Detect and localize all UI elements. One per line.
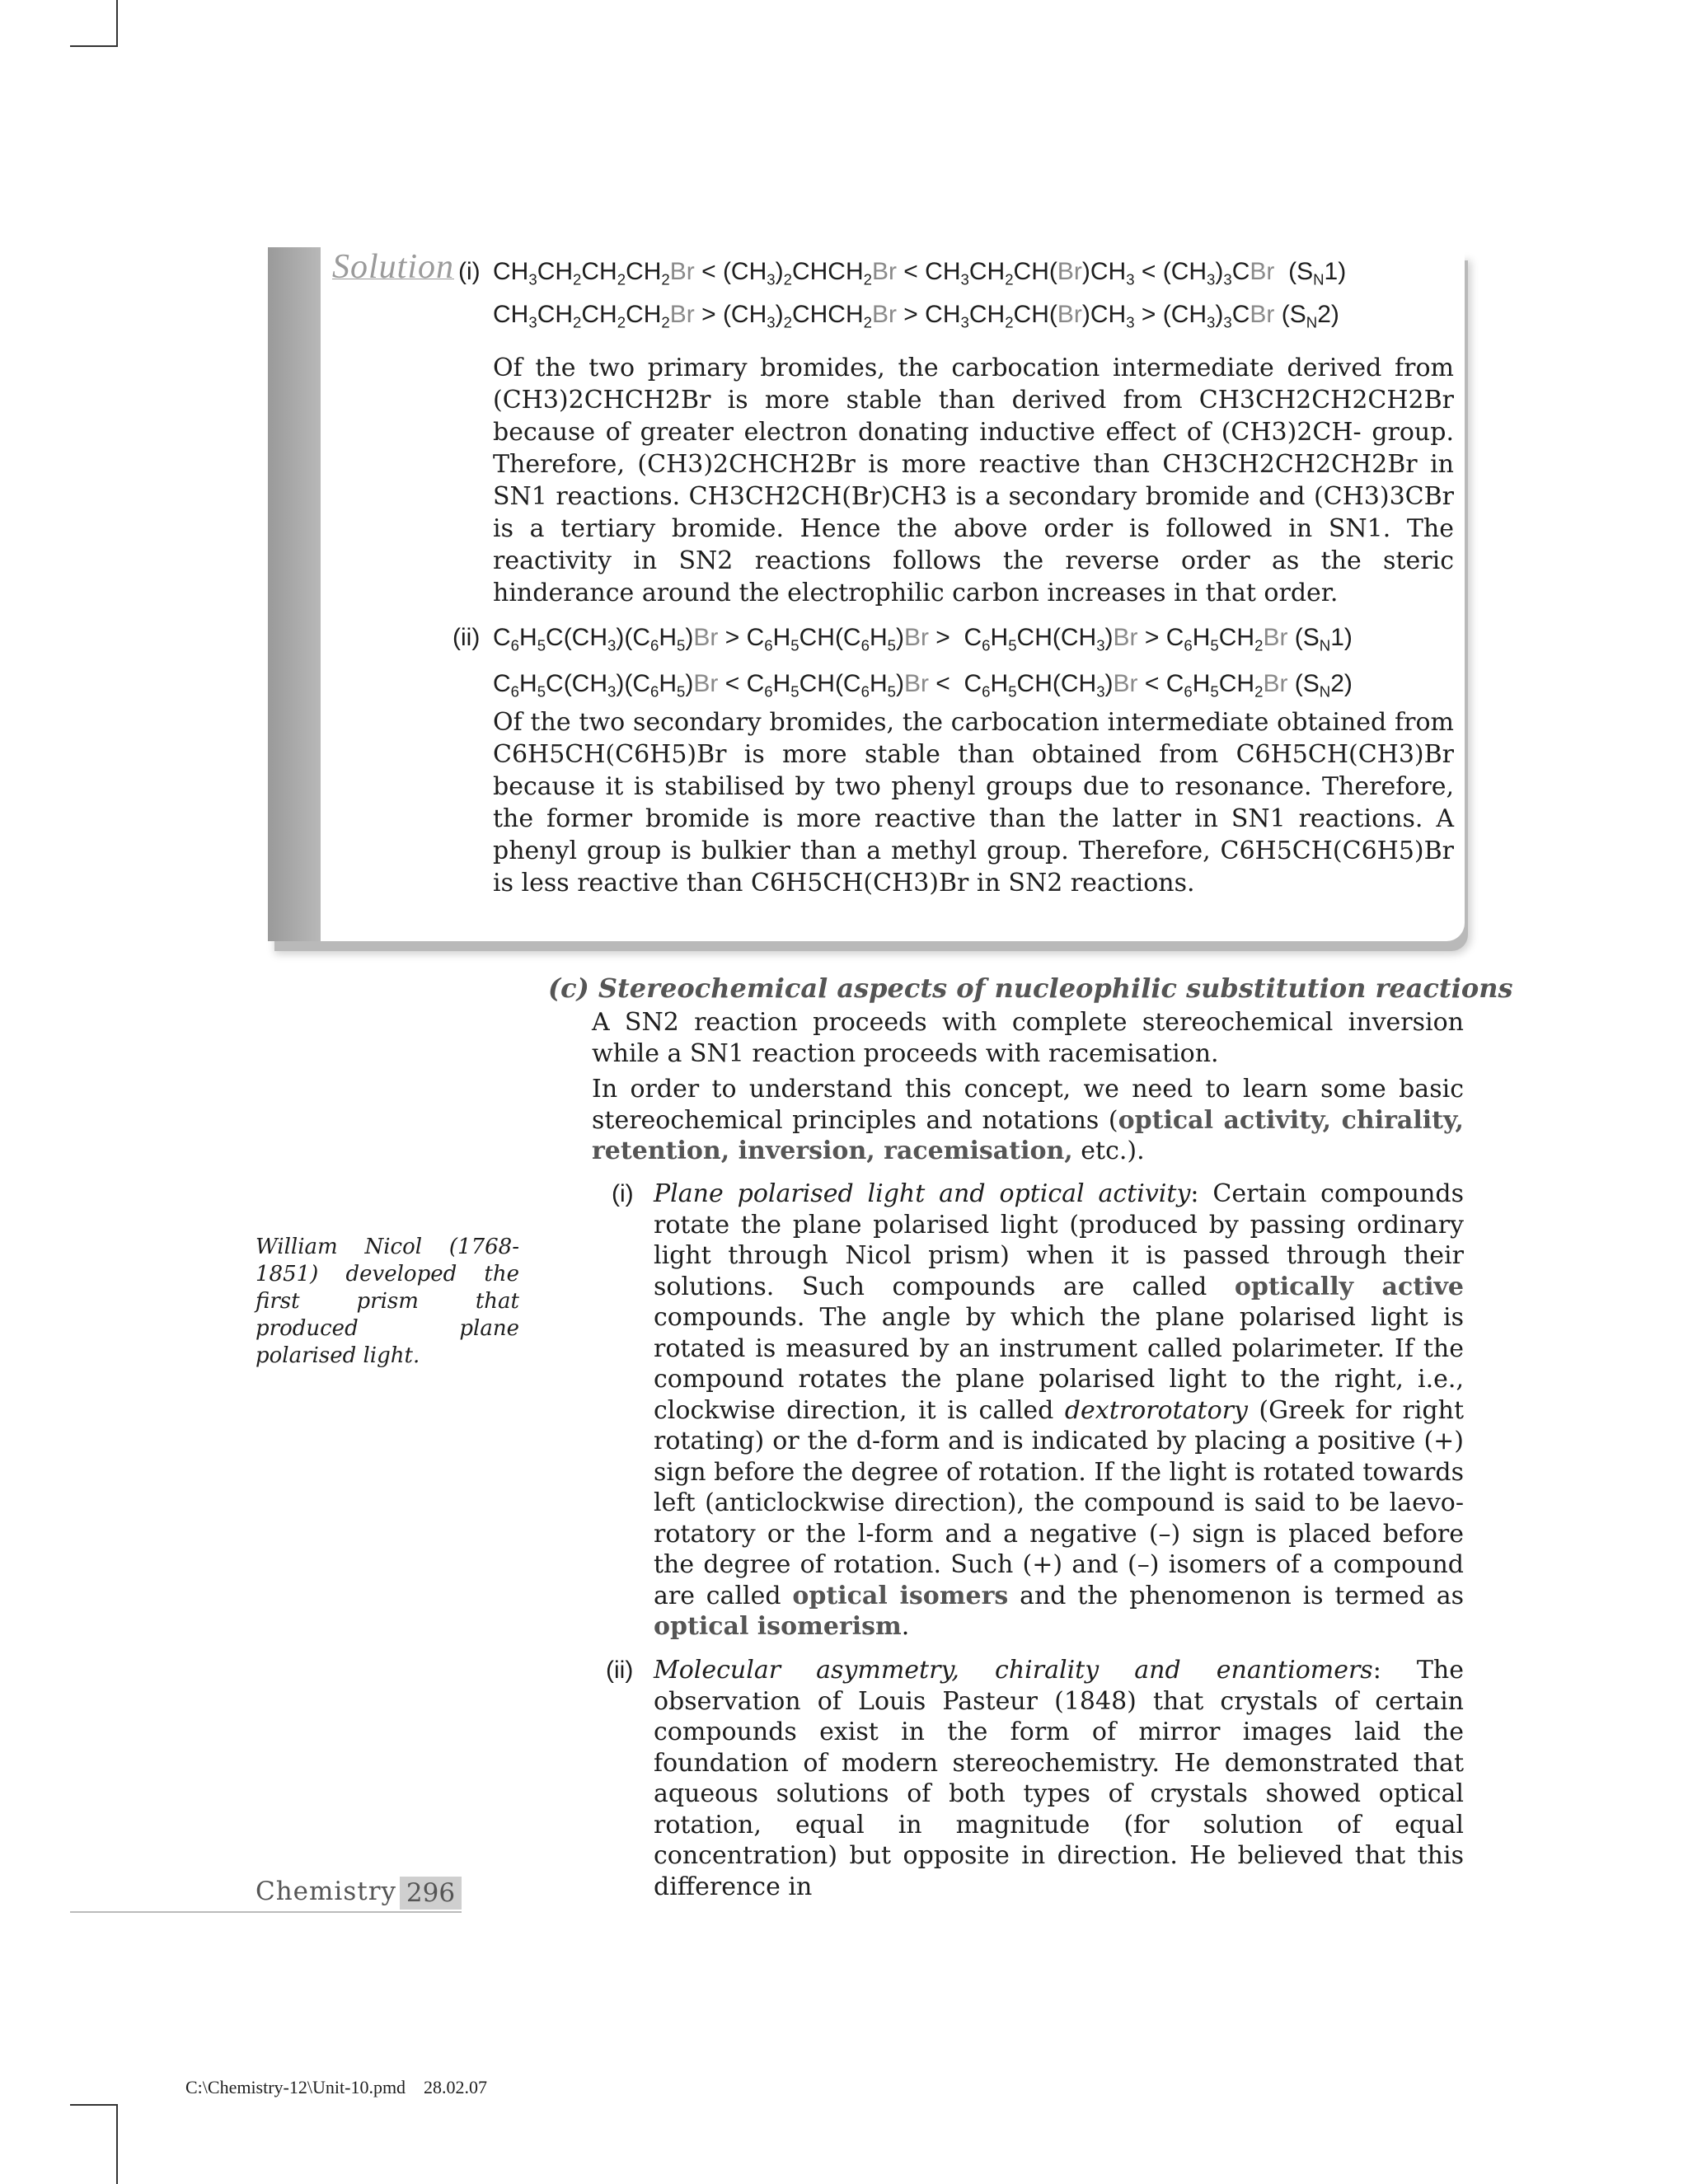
equation-sn1-part-ii: $C_6H_5C(CH_3)(C_6H_5)Br > C_6H_5CH(C_6H_5)Br > C_6H_5CH(CH_3)Br > C_6H_5CH_2Br$ $(S_N1)$ [493,624,1353,654]
part-i-explanation: Of the two primary bromides, the carbocation intermediate derived from (CH3)2CHCH2Br is more stable than derived from CH3CH2CH2CH2Br because of greater electron donating inductive effect of (CH3)2CH- group. Therefore, (CH3)2CHCH2Br is more reactive than CH3CH2CH2CH2Br in SN1 reactions. CH3CH2CH(Br)CH3 is a secondary bromide and (CH3)3CBr is a tertiary bromide. Hence the above order is followed in SN1. The reactivity in SN2 reactions follows the reverse order as the steric hinderance around the electrophilic carbon increases in that order. [493,354,1454,607]
side-note-william-nicol: William Nicol (1768-1851) developed the first prism that produced plane polarised light. [256,1235,519,1368]
equation-sn1-part-i: $CH_3CH_2CH_2CH_2Br$ < $(CH_3)_2CHCH_2Br < CH_3CH_2CH(Br)CH_3 < (CH_3)_3CBr$ $(S_N1)$ [493,258,1347,288]
crop-mark-bottom-vertical [116,2104,118,2184]
part-ii-explanation: Of the two secondary bromides, the carbocation intermediate obtained from C6H5CH(C6H5)Br is more stable than obtained from C6H5CH(CH3)Br because it is stabilised by two phenyl groups due to resonance. Therefore, the former bromide is more reactive than the latter in SN1 reactions. A phenyl group is bulkier than a methyl group. Therefore, C6H5CH(C6H5)Br is less reactive than C6H5CH(CH3)Br in SN2 reactions. [493,708,1454,898]
file-path: C:\Chemistry-12\Unit-10.pmd 28.02.07 [185,2077,488,2097]
crop-mark-bottom-horizontal [70,2104,118,2106]
crop-mark-top-vertical [116,0,118,45]
part-i-marker: (i) [458,258,481,285]
section-c-principles: In order to understand this concept, we need to learn some basic stereochemical principles and notations (optical activity, chirality, retention, inversion, racemisation, etc.). [592,1075,1464,1165]
solution-sidebar [268,247,321,941]
item-i-marker: (i) [612,1180,634,1207]
equation-sn2-part-i: $CH_3CH_2CH_2CH_2Br$ > $(CH_3)_2CHCH_2Br > CH_3CH_2CH(Br)CH_3 > (CH_3)_3CBr$ $(S_N2)$ [493,301,1339,331]
item-ii-title: Molecular asymmetry, chirality and enantiomers [654,1656,1373,1685]
principles-terms: optical activity, chirality, retention, inversion, racemisation, [592,1105,1464,1165]
item-i-optical-activity: Plane polarised light and optical activity: Certain compounds rotate the plane polarised light (produced by passing ordinary light through Nicol prism) when it is passed through their solutions. Such compounds are called optically active compounds. The angle by which the plane polarised light is rotated is measured by an instrument called polarimeter. If the compound rotates the plane polarised light to the right, i.e., clockwise direction, it is called dextrorotatory (Greek for right rotating) or the d-form and is indicated by placing a positive (+) sign before the degree of rotation. If the light is rotated towards left (anticlockwise direction), the compound is said to be laevo-rotatory or the l-form and a negative (–) sign is placed before the degree of rotation. Such (+) and (–) isomers of a compound are called optical isomers and the phenomenon is termed as optical isomerism. [654,1179,1465,1641]
item-ii-molecular-asymmetry: Molecular asymmetry, chirality and enantiomers: The observation of Louis Pasteur (1848) that crystals of certain compounds exist in the form of mirror images laid the foundation of modern stereochemistry. He demonstrated that aqueous solutions of both types of crystals showed optical rotation, equal in magnitude (for solution of equal concentration) but opposite in direction. He believed that this difference in [654,1656,1464,1901]
crop-mark-top-horizontal [70,45,118,47]
item-ii-marker: (ii) [606,1657,634,1684]
equation-sn2-part-ii: $C_6H_5C(CH_3)(C_6H_5)Br < C_6H_5CH(C_6H_5)Br < C_6H_5CH(CH_3)Br < C_6H_5CH_2Br$ $(S_N2)$ [493,670,1353,701]
footer-subject: Chemistry [256,1877,397,1906]
footer-rule [70,1911,462,1913]
section-c-heading: (c) Stereochemical aspects of nucleophilic substitution reactions [548,972,1513,1004]
item-i-title: Plane polarised light and optical activity [654,1179,1191,1208]
page-number: 296 [400,1877,462,1910]
section-c-intro: A SN2 reaction proceeds with complete stereochemical inversion while a SN1 reaction proceeds with racemisation. [592,1008,1464,1068]
part-ii-marker: (ii) [452,624,481,651]
solution-label: Solution [332,248,455,286]
